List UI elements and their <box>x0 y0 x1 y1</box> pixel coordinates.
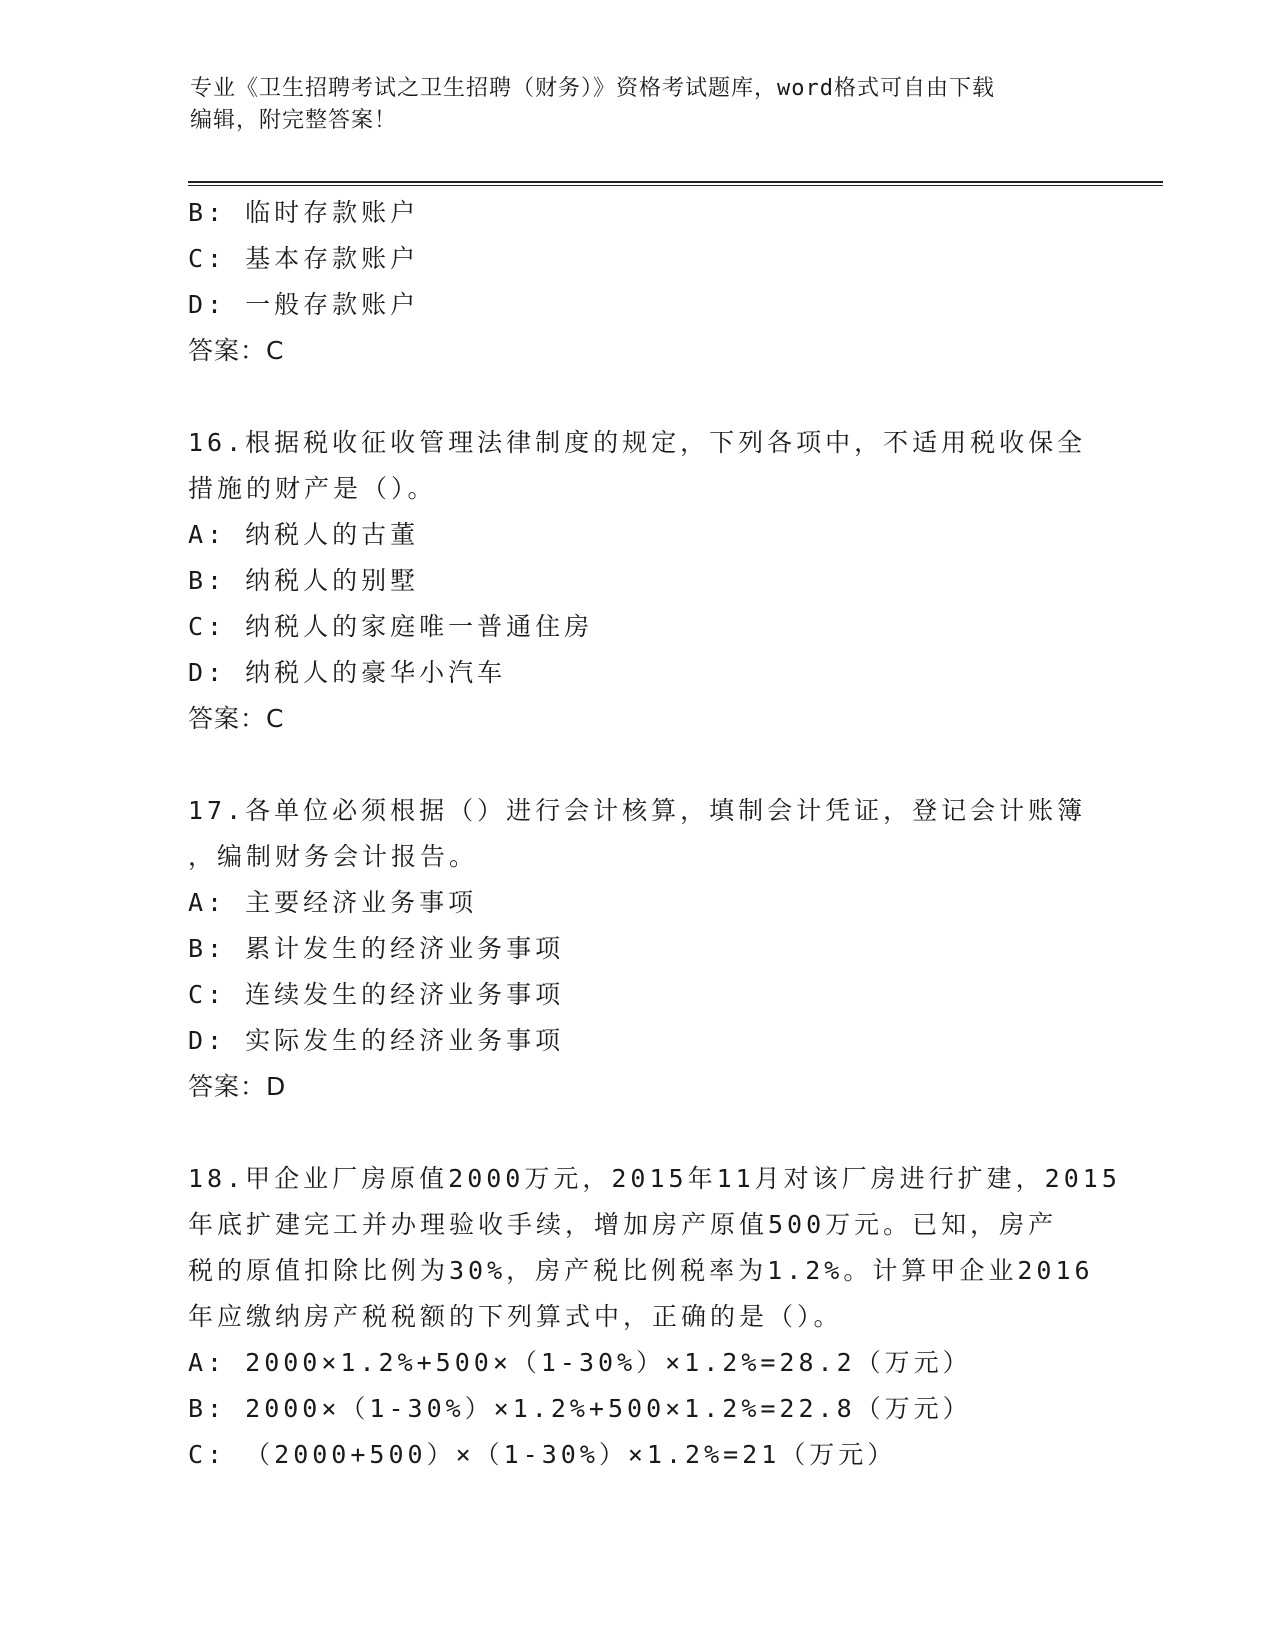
option-c: C: 基本存款账户 <box>188 244 420 273</box>
header-rule-thin <box>188 185 1163 186</box>
option-a: A: 2000×1.2%+500×（1-30%）×1.2%=28.2（万元） <box>188 1348 972 1377</box>
option-c: C: 纳税人的家庭唯一普通住房 <box>188 612 594 641</box>
question-stem: 18.甲企业厂房原值2000万元，2015年11月对该厂房进行扩建，2015 <box>188 1164 1121 1193</box>
option-c: C: （2000+500）×（1-30%）×1.2%=21（万元） <box>188 1440 897 1469</box>
answer: 答案：C <box>188 704 285 733</box>
option-d: D: 实际发生的经济业务事项 <box>188 1026 565 1055</box>
spacer <box>188 742 1088 788</box>
answer: 答案：D <box>188 1072 287 1101</box>
option-d: D: 纳税人的豪华小汽车 <box>188 658 507 687</box>
answer: 答案：C <box>188 336 285 365</box>
question-17 <box>188 788 1088 1110</box>
question-16 <box>188 420 1088 742</box>
option-d: D: 一般存款账户 <box>188 290 420 319</box>
option-b: B: 临时存款账户 <box>188 198 420 227</box>
question-18 <box>188 1156 1121 1478</box>
question-15-tail <box>188 190 1088 374</box>
question-stem: 措施的财产是（）。 <box>188 474 437 503</box>
question-stem: 税的原值扣除比例为30%，房产税比例税率为1.2%。计算甲企业2016 <box>188 1256 1094 1285</box>
header-line-1: 专业《卫生招聘考试之卫生招聘（财务）》资格考试题库，word格式可自由下载 <box>190 76 995 101</box>
question-stem: 年底扩建完工并办理验收手续，增加房产原值500万元。已知，房产 <box>188 1210 1058 1239</box>
question-stem: 16.根据税收征收管理法律制度的规定，下列各项中，不适用税收保全 <box>188 428 1087 457</box>
question-stem: 17.各单位必须根据（）进行会计核算，填制会计凭证，登记会计账簿 <box>188 796 1087 825</box>
question-list <box>188 190 1121 1478</box>
option-b: B: 纳税人的别墅 <box>188 566 420 595</box>
option-a: A: 纳税人的古董 <box>188 520 420 549</box>
header-rule-thick <box>188 181 1163 183</box>
question-stem: ，编制财务会计报告。 <box>188 842 479 871</box>
spacer <box>188 374 1088 420</box>
option-b: B: 2000×（1-30%）×1.2%+500×1.2%=22.8（万元） <box>188 1394 972 1423</box>
question-stem: 年应缴纳房产税税额的下列算式中，正确的是（）。 <box>188 1302 843 1331</box>
header-line-2: 编辑，附完整答案！ <box>190 108 398 133</box>
spacer <box>188 1110 1088 1156</box>
document-header <box>190 73 1090 137</box>
option-c: C: 连续发生的经济业务事项 <box>188 980 565 1009</box>
option-a: A: 主要经济业务事项 <box>188 888 478 917</box>
option-b: B: 累计发生的经济业务事项 <box>188 934 565 963</box>
